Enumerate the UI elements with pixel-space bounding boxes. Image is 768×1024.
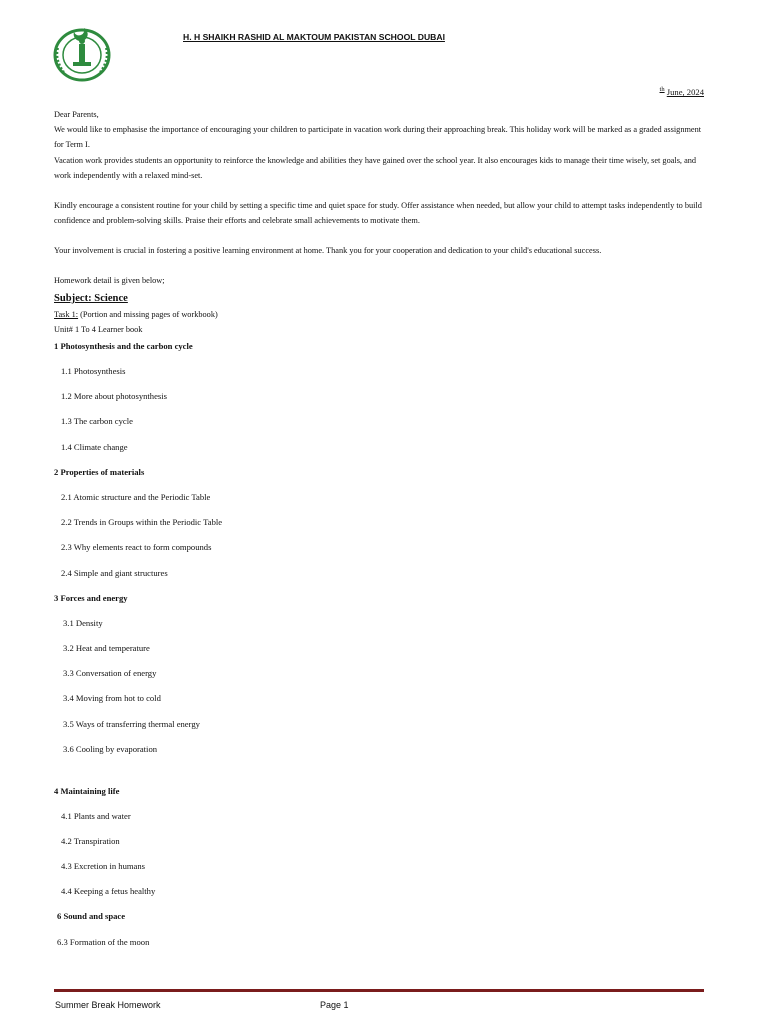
topic-item: 3.1 Density bbox=[63, 618, 103, 628]
unit-range: Unit# 1 To 4 Learner book bbox=[54, 325, 143, 334]
topic-item: 4.3 Excretion in humans bbox=[61, 861, 146, 871]
paragraph-2: Vacation work provides students an opportunity to reinforce the knowledge and abilities they have gained over the school year. It also encourages kids to manage their time wisely, set goals, and work independently with a relaxed mind-set. bbox=[54, 156, 697, 180]
date-text: June, 2024 bbox=[666, 87, 704, 97]
paragraph-4: Your involvement is crucial in fostering a positive learning environment at home. Thank you for your cooperation and dedication to your child's educational success. bbox=[54, 246, 602, 255]
paragraph-1: We would like to emphasise the importance of encouraging your children to participate in vacation work during their approaching break. This holiday work will be marked as a graded assignment for Term I. bbox=[54, 125, 702, 149]
topic-item: 4.4 Keeping a fetus healthy bbox=[61, 886, 156, 896]
topic-item: 4.1 Plants and water bbox=[61, 811, 131, 821]
chapter-title: 1 Photosynthesis and the carbon cycle bbox=[54, 341, 193, 351]
date-suffix: th bbox=[659, 86, 665, 93]
topic-item: 3.6 Cooling by evaporation bbox=[63, 744, 158, 754]
topic-item: 1.1 Photosynthesis bbox=[61, 366, 126, 376]
school-logo bbox=[52, 24, 112, 82]
task-label: Task 1: bbox=[54, 310, 79, 319]
topic-item: 6.3 Formation of the moon bbox=[57, 937, 150, 947]
school-name: H. H SHAIKH RASHID AL MAKTOUM PAKISTAN SCHOOL DUBAI bbox=[183, 32, 445, 42]
topic-item: 2.2 Trends in Groups within the Periodic Table bbox=[61, 517, 223, 527]
topic-item: 1.4 Climate change bbox=[61, 442, 128, 452]
topic-item: 3.5 Ways of transferring thermal energy bbox=[63, 719, 200, 729]
salutation: Dear Parents, bbox=[54, 110, 99, 119]
footer-divider bbox=[54, 989, 704, 992]
task-text: (Portion and missing pages of workbook) bbox=[78, 310, 218, 319]
topic-item: 2.3 Why elements react to form compounds bbox=[61, 542, 212, 552]
topic-item: 1.2 More about photosynthesis bbox=[61, 391, 167, 401]
topic-item: 3.2 Heat and temperature bbox=[63, 643, 150, 653]
topic-item: 2.4 Simple and giant structures bbox=[61, 568, 168, 578]
topic-item: 2.1 Atomic structure and the Periodic Table bbox=[61, 492, 211, 502]
task-line bbox=[54, 310, 218, 319]
page-number: Page 1 bbox=[320, 1000, 349, 1010]
chapter-title: 6 Sound and space bbox=[57, 911, 126, 921]
chapter-title: 3 Forces and energy bbox=[54, 593, 128, 603]
footer-title: Summer Break Homework bbox=[55, 1000, 161, 1010]
topic-item: 4.2 Transpiration bbox=[61, 836, 120, 846]
topic-item: 3.3 Conversation of energy bbox=[63, 668, 157, 678]
chapter-title: 4 Maintaining life bbox=[54, 786, 120, 796]
subject-heading: Subject: Science bbox=[54, 293, 128, 304]
topic-item: 3.4 Moving from hot to cold bbox=[63, 693, 161, 703]
topic-item: 1.3 The carbon cycle bbox=[61, 416, 133, 426]
homework-intro: Homework detail is given below; bbox=[54, 276, 165, 285]
letter-date bbox=[660, 87, 704, 97]
paragraph-3: Kindly encourage a consistent routine for your child by setting a specific time and quiet space for study. Offer assistance when needed, but allow your child to attempt tasks independently to build confidence and problem-solving skills. Praise their efforts and celebrate small achievements to motivate them. bbox=[54, 201, 702, 225]
chapter-title: 2 Properties of materials bbox=[54, 467, 145, 477]
